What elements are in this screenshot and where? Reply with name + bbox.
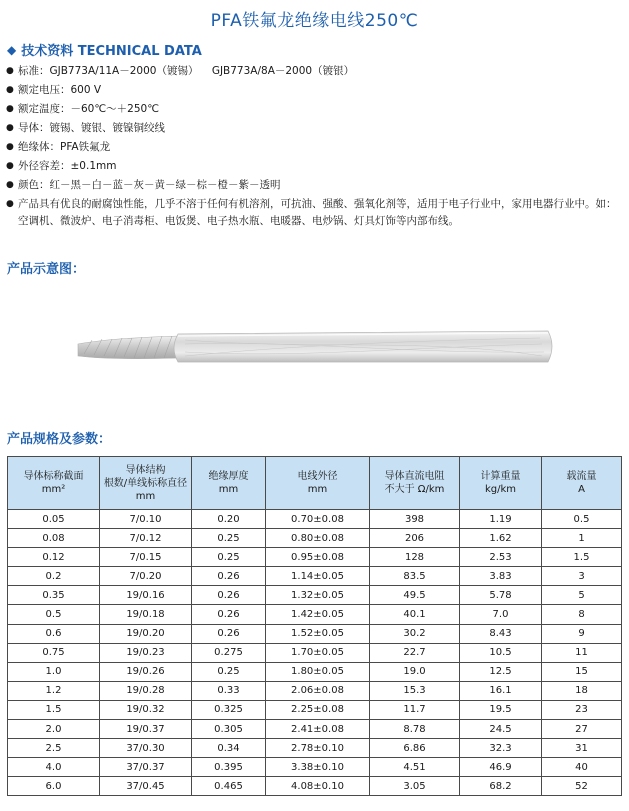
cell-weight: 3.83 — [460, 567, 542, 586]
cell-insulation: 0.395 — [192, 758, 266, 777]
cell-weight: 68.2 — [460, 777, 542, 796]
cell-weight: 32.3 — [460, 739, 542, 758]
cell-structure: 7/0.20 — [100, 567, 192, 586]
wire-illustration — [70, 318, 560, 380]
cell-resistance: 49.5 — [370, 586, 460, 605]
cell-cross-section: 2.5 — [8, 739, 100, 758]
cell-diameter: 2.41±0.08 — [266, 720, 370, 739]
header-insulation-thickness: 绝缘厚度 mm — [192, 457, 266, 510]
cell-structure: 19/0.23 — [100, 643, 192, 662]
cell-ampacity: 23 — [542, 700, 622, 719]
cell-resistance: 398 — [370, 510, 460, 529]
cell-resistance: 40.1 — [370, 605, 460, 624]
cell-resistance: 83.5 — [370, 567, 460, 586]
product-diagram-heading: 产品示意图： — [7, 262, 86, 277]
cell-insulation: 0.34 — [192, 739, 266, 758]
header-outer-diameter: 电线外径 mm — [266, 457, 370, 510]
cell-weight: 8.43 — [460, 624, 542, 643]
table-row — [8, 681, 622, 700]
table-row — [8, 624, 622, 643]
cell-diameter: 1.42±0.05 — [266, 605, 370, 624]
cell-insulation: 0.26 — [192, 586, 266, 605]
cell-insulation: 0.26 — [192, 624, 266, 643]
cell-resistance: 206 — [370, 529, 460, 548]
cell-insulation: 0.33 — [192, 681, 266, 700]
cell-insulation: 0.275 — [192, 643, 266, 662]
cell-ampacity: 52 — [542, 777, 622, 796]
cell-insulation: 0.465 — [192, 777, 266, 796]
diamond-bullet-icon: ◆ — [7, 42, 17, 57]
cell-ampacity: 18 — [542, 681, 622, 700]
spec-item: ● 颜色：红－黑－白－蓝－灰－黄－绿－棕－橙－紫－透明 — [6, 176, 622, 195]
cell-cross-section: 1.0 — [8, 662, 100, 681]
bullet-icon: ● — [6, 123, 14, 133]
cell-structure: 19/0.37 — [100, 720, 192, 739]
cell-structure: 7/0.12 — [100, 529, 192, 548]
cell-weight: 1.19 — [460, 510, 542, 529]
table-row — [8, 758, 622, 777]
cell-diameter: 0.80±0.08 — [266, 529, 370, 548]
cell-structure: 19/0.18 — [100, 605, 192, 624]
bullet-icon: ● — [6, 161, 14, 171]
spec-item: ● 额定温度：－60℃～＋250℃ — [6, 100, 622, 119]
cell-diameter: 0.95±0.08 — [266, 548, 370, 567]
cell-insulation: 0.26 — [192, 605, 266, 624]
spec-item: ● 产品具有优良的耐腐蚀性能，几乎不溶于任何有机溶剂，可抗油、强酸、强氧化剂等，适用于电子行业中，家用电器行业中。如：空调机、微波炉、电子消毒柜、电饭煲、电子热水瓶、电暖器、电炒锅、灯具灯饰等内部布线。 — [6, 195, 622, 230]
bullet-icon: ● — [6, 66, 14, 76]
cell-cross-section: 0.5 — [8, 605, 100, 624]
cell-resistance: 30.2 — [370, 624, 460, 643]
cell-cross-section: 6.0 — [8, 777, 100, 796]
cell-resistance: 15.3 — [370, 681, 460, 700]
table-row — [8, 739, 622, 758]
cell-resistance: 11.7 — [370, 700, 460, 719]
cell-structure: 7/0.15 — [100, 548, 192, 567]
cell-structure: 37/0.37 — [100, 758, 192, 777]
cell-insulation: 0.20 — [192, 510, 266, 529]
cell-structure: 19/0.26 — [100, 662, 192, 681]
cell-ampacity: 11 — [542, 643, 622, 662]
table-row — [8, 662, 622, 681]
cell-weight: 16.1 — [460, 681, 542, 700]
cell-cross-section: 0.35 — [8, 586, 100, 605]
cell-diameter: 1.32±0.05 — [266, 586, 370, 605]
cell-diameter: 2.06±0.08 — [266, 681, 370, 700]
page-title: PFA铁氟龙绝缘电线250℃ — [210, 11, 419, 31]
technical-data-heading-text: 技术资料 TECHNICAL DATA — [21, 44, 202, 59]
cell-cross-section: 4.0 — [8, 758, 100, 777]
cell-weight: 7.0 — [460, 605, 542, 624]
cell-diameter: 1.52±0.05 — [266, 624, 370, 643]
cell-weight: 19.5 — [460, 700, 542, 719]
cell-weight: 24.5 — [460, 720, 542, 739]
cell-ampacity: 0.5 — [542, 510, 622, 529]
cell-cross-section: 2.0 — [8, 720, 100, 739]
cell-weight: 5.78 — [460, 586, 542, 605]
cell-structure: 19/0.28 — [100, 681, 192, 700]
table-row — [8, 720, 622, 739]
cell-ampacity: 1.5 — [542, 548, 622, 567]
cell-structure: 7/0.10 — [100, 510, 192, 529]
bullet-icon: ● — [6, 199, 14, 209]
bullet-icon: ● — [6, 142, 14, 152]
cell-ampacity: 15 — [542, 662, 622, 681]
spec-item: ● 额定电压：600 V — [6, 81, 622, 100]
cell-cross-section: 0.75 — [8, 643, 100, 662]
cell-resistance: 8.78 — [370, 720, 460, 739]
cell-diameter: 3.38±0.10 — [266, 758, 370, 777]
header-conductor-structure: 导体结构 根数/单线标称直径 mm — [100, 457, 192, 510]
cell-resistance: 6.86 — [370, 739, 460, 758]
spec-list — [6, 62, 622, 230]
cell-weight: 1.62 — [460, 529, 542, 548]
cell-diameter: 2.25±0.08 — [266, 700, 370, 719]
bullet-icon: ● — [6, 180, 14, 190]
bullet-icon: ● — [6, 85, 14, 95]
table-row — [8, 510, 622, 529]
cell-structure: 19/0.20 — [100, 624, 192, 643]
cell-diameter: 0.70±0.08 — [266, 510, 370, 529]
table-row — [8, 643, 622, 662]
cell-insulation: 0.305 — [192, 720, 266, 739]
cell-cross-section: 1.5 — [8, 700, 100, 719]
technical-data-heading — [7, 40, 202, 59]
cell-resistance: 128 — [370, 548, 460, 567]
header-weight: 计算重量 kg/km — [460, 457, 542, 510]
cell-resistance: 4.51 — [370, 758, 460, 777]
cell-weight: 10.5 — [460, 643, 542, 662]
cell-cross-section: 0.12 — [8, 548, 100, 567]
table-row — [8, 605, 622, 624]
cell-cross-section: 0.05 — [8, 510, 100, 529]
cell-ampacity: 1 — [542, 529, 622, 548]
spec-item: ● 导体：镀锡、镀银、镀镍铜绞线 — [6, 119, 622, 138]
cell-insulation: 0.26 — [192, 567, 266, 586]
cell-diameter: 1.14±0.05 — [266, 567, 370, 586]
cell-weight: 46.9 — [460, 758, 542, 777]
table-row — [8, 586, 622, 605]
cell-diameter: 2.78±0.10 — [266, 739, 370, 758]
cell-diameter: 1.80±0.05 — [266, 662, 370, 681]
header-dc-resistance: 导体直流电阻 不大于 Ω/km — [370, 457, 460, 510]
spec-table — [7, 456, 622, 796]
cell-cross-section: 0.6 — [8, 624, 100, 643]
table-row — [8, 777, 622, 796]
table-row — [8, 700, 622, 719]
cell-insulation: 0.25 — [192, 662, 266, 681]
table-row — [8, 548, 622, 567]
spec-item: ● 标准：GJB773A/11A－2000（镀锡） GJB773A/8A－2000（镀银） — [6, 62, 622, 81]
cell-cross-section: 0.08 — [8, 529, 100, 548]
cell-cross-section: 1.2 — [8, 681, 100, 700]
cell-ampacity: 31 — [542, 739, 622, 758]
cell-ampacity: 40 — [542, 758, 622, 777]
cell-diameter: 1.70±0.05 — [266, 643, 370, 662]
table-row — [8, 529, 622, 548]
cell-ampacity: 5 — [542, 586, 622, 605]
cell-structure: 19/0.16 — [100, 586, 192, 605]
cell-resistance: 3.05 — [370, 777, 460, 796]
table-row — [8, 567, 622, 586]
cell-insulation: 0.25 — [192, 529, 266, 548]
cell-structure: 37/0.30 — [100, 739, 192, 758]
cell-ampacity: 9 — [542, 624, 622, 643]
cell-ampacity: 8 — [542, 605, 622, 624]
cell-weight: 2.53 — [460, 548, 542, 567]
header-ampacity: 载流量 A — [542, 457, 622, 510]
cell-structure: 37/0.45 — [100, 777, 192, 796]
cell-ampacity: 27 — [542, 720, 622, 739]
product-params-heading: 产品规格及参数： — [7, 432, 112, 447]
header-cross-section: 导体标称截面 mm² — [8, 457, 100, 510]
cell-cross-section: 0.2 — [8, 567, 100, 586]
cell-ampacity: 3 — [542, 567, 622, 586]
cell-resistance: 22.7 — [370, 643, 460, 662]
cell-resistance: 19.0 — [370, 662, 460, 681]
cell-weight: 12.5 — [460, 662, 542, 681]
cell-insulation: 0.25 — [192, 548, 266, 567]
cell-structure: 19/0.32 — [100, 700, 192, 719]
cell-insulation: 0.325 — [192, 700, 266, 719]
bullet-icon: ● — [6, 104, 14, 114]
spec-item: ● 绝缘体：PFA铁氟龙 — [6, 138, 622, 157]
spec-item: ● 外径容差：±0.1mm — [6, 157, 622, 176]
table-header-row — [8, 457, 622, 510]
cell-diameter: 4.08±0.10 — [266, 777, 370, 796]
